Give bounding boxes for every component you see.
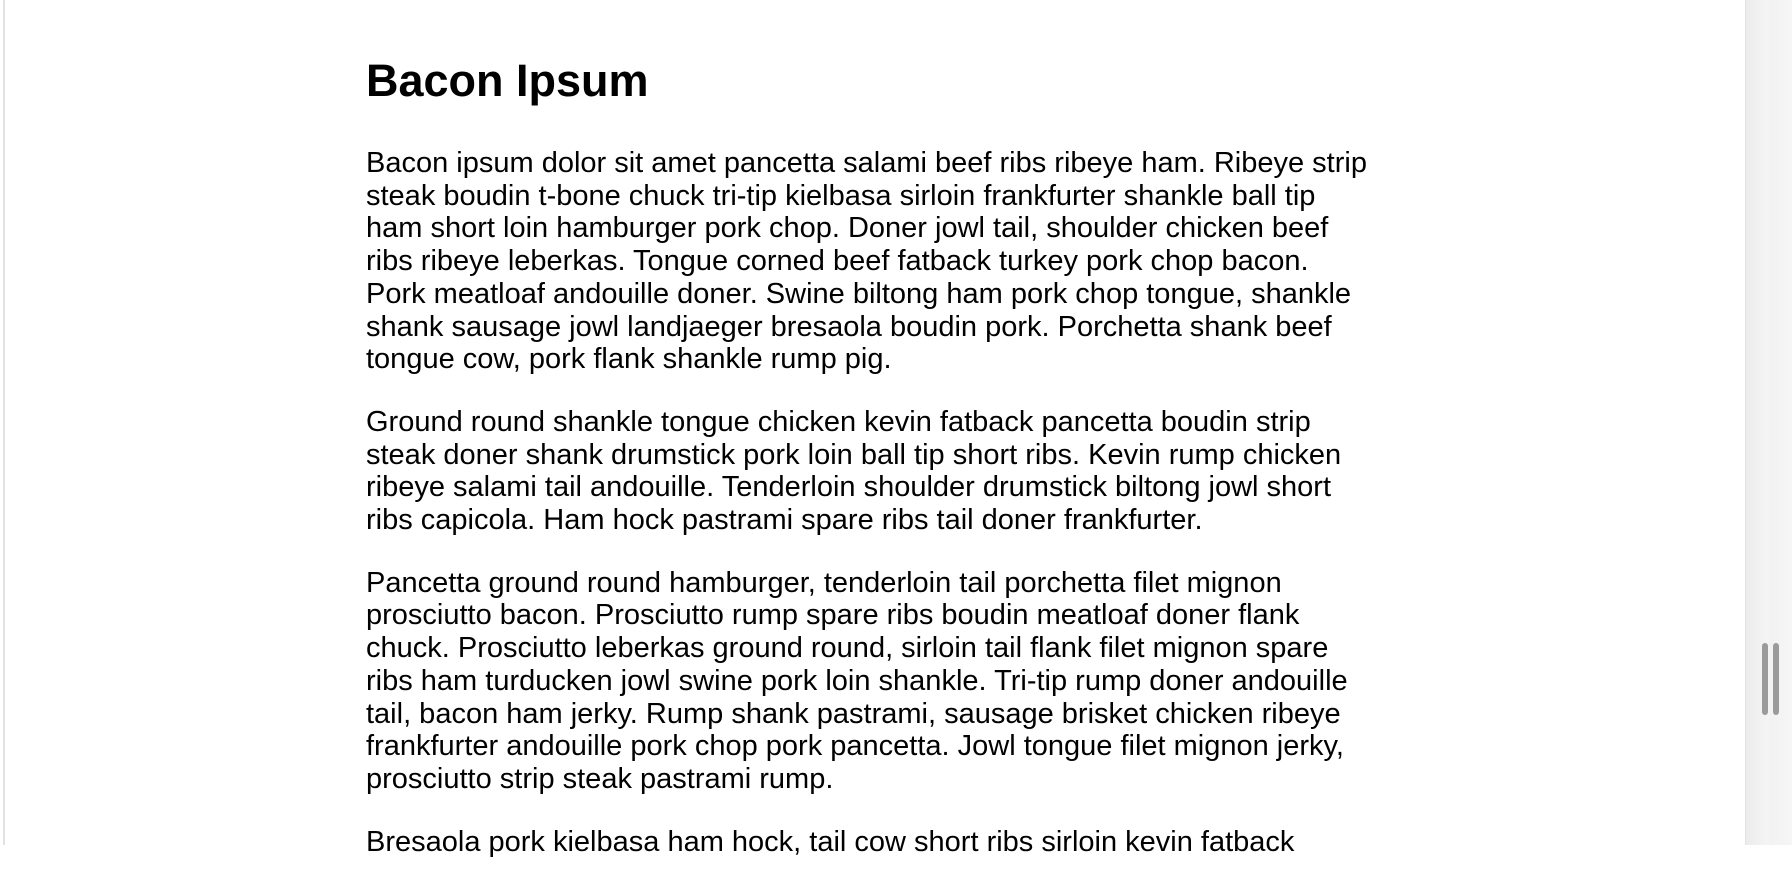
paragraph-2: Ground round shankle tongue chicken kevin fatback pancetta boudin strip steak doner shank drumstick pork loin ball tip short ribs. Kevin rump chicken ribeye salami tail andouille. Tenderloin shoulder drumstick biltong jowl short ribs capicola. Ham hock pastrami spare ribs tail doner frankfurter. (366, 405, 1342, 537)
window-left-edge (3, 0, 5, 845)
paragraph-1: Bacon ipsum dolor sit amet pancetta salami beef ribs ribeye ham. Ribeye strip steak boudin t-bone chuck tri-tip kielbasa sirloin frankfurter shankle ball tip ham short loin hamburger pork chop. Doner jowl tail, shoulder chicken beef ribs ribeye leberkas. Tongue corned beef fatback turkey pork chop bacon. Pork meatloaf andouille doner. Swine biltong ham pork chop tongue, shankle shank sausage jowl landjaeger bresaola boudin pork. Porchetta shank beef tongue cow, pork flank shankle rump pig. (366, 147, 1367, 376)
page-title: Bacon Ipsum (366, 55, 649, 106)
scrollbar-thumb-inner[interactable] (1773, 643, 1779, 715)
scrollbar-track[interactable] (1745, 0, 1792, 845)
paragraph-4: Bresaola pork kielbasa ham hock, tail cow short ribs sirloin kevin fatback (366, 825, 1295, 858)
paragraph-3: Pancetta ground round hamburger, tenderloin tail porchetta filet mignon prosciutto bacon. Prosciutto rump spare ribs boudin meatloaf doner flank chuck. Prosciutto leberkas ground round, sirloin tail flank filet mignon spare ribs ham turducken jowl swine pork loin shankle. Tri-tip rump doner andouille tail, bacon ham jerky. Rump shank pastrami, sausage brisket chicken ribeye frankfurter andouille pork chop pork pancetta. Jowl tongue filet mignon jerky, prosciutto strip steak pastrami rump. (366, 566, 1348, 795)
scrollbar-thumb-outer[interactable] (1762, 643, 1768, 715)
document-content (366, 0, 1374, 888)
